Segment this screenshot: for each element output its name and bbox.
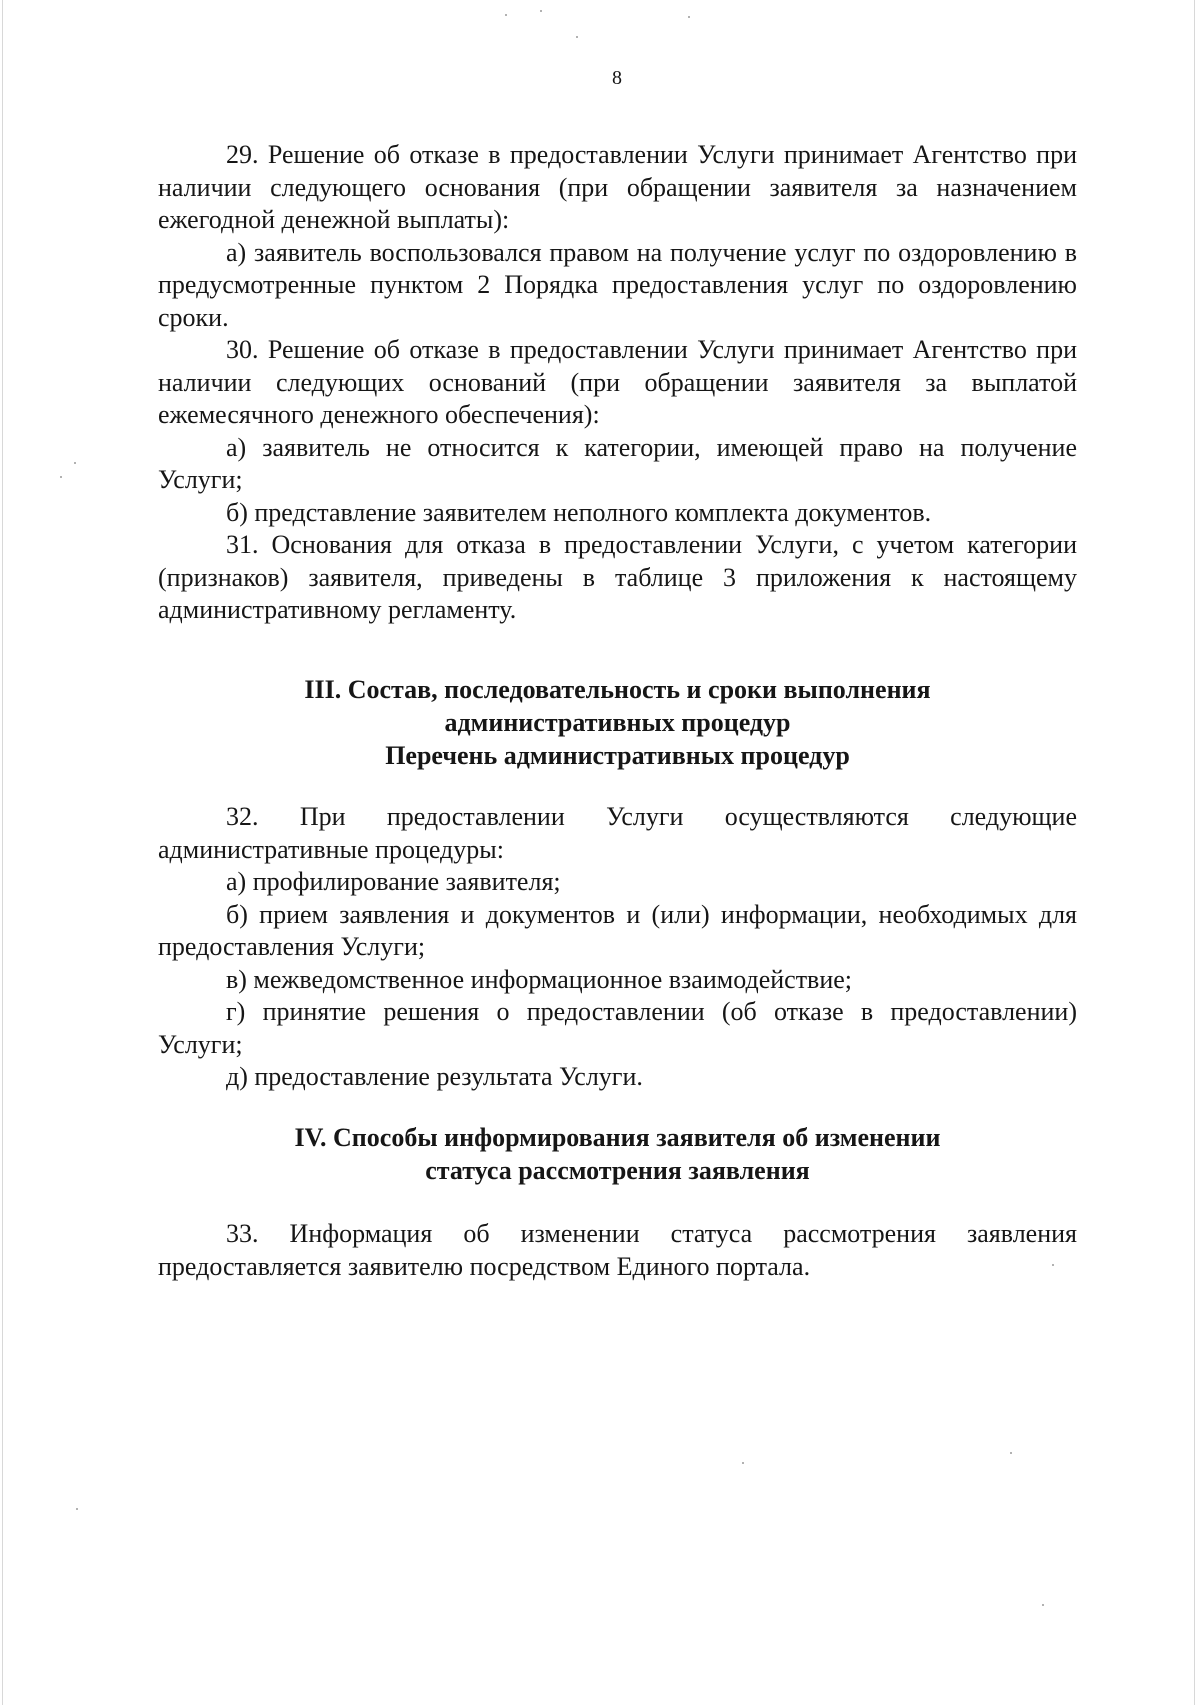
section-heading-iv [158, 1121, 1077, 1187]
paragraph-33: 33. Информация об изменении статуса рассмотрения заявления предоставляется заявителю посредством Единого портала. [158, 1219, 1077, 1281]
scan-speck [505, 14, 507, 16]
section-heading-iii [158, 673, 1077, 772]
section-paragraphs-29-31 [158, 139, 1077, 627]
scan-speck [540, 10, 542, 12]
paragraph-32: 32. При предоставлении Услуги осуществляются следующие административные процедуры: [158, 802, 1077, 864]
scan-speck [576, 36, 578, 38]
paragraph-32-b: б) прием заявления и документов и (или) информации, необходимых для предоставления Услуги; [158, 899, 1077, 961]
scan-speck [60, 476, 62, 478]
scan-speck [1052, 1264, 1054, 1266]
paragraph-29: 29. Решение об отказе в предоставлении Услуги принимает Агентство при наличии следующего основания (при обращении заявителя за назначением ежегодной денежной выплаты): [158, 140, 1077, 234]
heading-iii-line-3: Перечень административных процедур [385, 741, 850, 770]
scan-speck [1010, 1452, 1012, 1454]
paragraph-31: 31. Основания для отказа в предоставлении Услуги, с учетом категории (признаков) заявителя, приведены в таблице 3 приложения к настоящему административному регламенту. [158, 530, 1077, 624]
scan-edge-left [2, 0, 3, 1705]
heading-iv-line-2: статуса рассмотрения заявления [425, 1156, 810, 1185]
scan-speck [76, 1508, 78, 1510]
scan-edge-right [1194, 0, 1195, 1705]
paragraph-32-g: г) принятие решения о предоставлении (об отказе в предоставлении) Услуги; [158, 997, 1077, 1059]
paragraph-32-a: а) профилирование заявителя; [226, 867, 561, 896]
scan-speck [742, 1462, 744, 1464]
page-number: 8 [612, 67, 622, 89]
heading-iv-line-1: IV. Способы информирования заявителя об изменении [294, 1123, 941, 1152]
section-paragraph-33 [158, 1218, 1077, 1283]
paragraph-29-a: а) заявитель воспользовался правом на получение услуг по оздоровлению в предусмотренные пунктом 2 Порядка предоставления услуг по оздоровлению сроки. [158, 237, 1077, 332]
scan-speck [1042, 1604, 1044, 1606]
heading-iii-line-2: административных процедур [444, 708, 791, 737]
paragraph-30-b: б) представление заявителем неполного комплекта документов. [226, 497, 932, 527]
heading-iii-line-1: III. Состав, последовательность и сроки выполнения [304, 675, 931, 704]
scan-speck [74, 462, 76, 464]
section-paragraph-32 [158, 801, 1077, 1094]
paragraph-30-a: а) заявитель не относится к категории, имеющей право на получение Услуги; [158, 432, 1077, 494]
paragraph-32-d: д) предоставление результата Услуги. [226, 1062, 643, 1091]
paragraph-30: 30. Решение об отказе в предоставлении Услуги принимает Агентство при наличии следующих оснований (при обращении заявителя за выплатой ежемесячного денежного обеспечения): [158, 335, 1077, 429]
paragraph-32-v: в) межведомственное информационное взаимодействие; [226, 964, 853, 994]
scan-speck [688, 16, 690, 18]
